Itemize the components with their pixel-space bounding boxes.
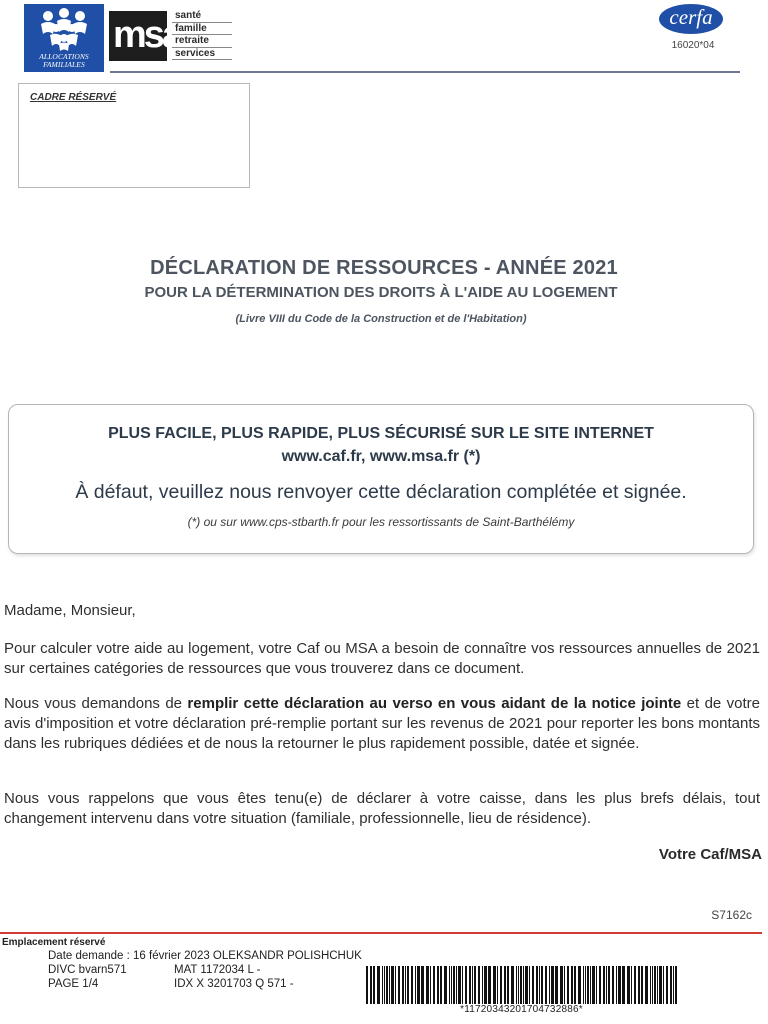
barcode-bar [500,966,502,1004]
barcode-bar [389,966,390,1004]
caf-logo-text: ALLOCATIONS FAMILIALES [39,52,89,69]
barcode-bar [437,966,439,1004]
barcode-bar [532,966,534,1004]
legal-reference: (Livre VIII du Code de la Construction et de l'Habitation) [235,313,527,325]
page-indicator: PAGE 1/4 [48,978,99,990]
barcode-bar [377,966,380,1004]
barcode-bar [529,966,530,1004]
barcode-bar [618,966,621,1004]
barcode-bar [484,966,487,1004]
barcode-bar [587,966,589,1004]
barcode-bar [638,966,640,1004]
barcode-bar [603,966,605,1004]
barcode-bar [458,966,461,1004]
msa-word: famille [172,23,232,36]
barcode-bar [571,966,573,1004]
barcode-bar [465,966,467,1004]
barcode-bar [504,966,506,1004]
barcode-bar [549,966,550,1004]
barcode-bar [415,966,416,1004]
page-title: DÉCLARATION DE RESSOURCES - ANNÉE 2021 [150,257,618,279]
barcode-bar [482,966,483,1004]
barcode-bar [472,966,473,1004]
barcode-bar [590,966,591,1004]
paragraph-3: Nous vous rappelons que vous êtes tenu(e) de déclarer à votre caisse, dans les plus brefs délais, tout changement intervenu dans votre situation (familiale, professionnelle, lieu de résidence). [4,790,760,827]
barcode-bar [606,966,607,1004]
barcode-bar [395,966,396,1004]
barcode-bar [474,966,476,1004]
barcode-bar [525,966,528,1004]
msa-logo-text: msa [113,14,181,56]
barcode-bar [560,966,563,1004]
barcode-bar [417,966,420,1004]
cerfa-number: 16020*04 [671,40,715,51]
reserved-box [18,83,250,188]
barcode-bar [493,966,496,1004]
barcode-bar [599,966,601,1004]
online-notice-box [8,404,754,554]
paragraph-1: Pour calculer votre aide au logement, votre Caf ou MSA a besoin de connaître vos ressources annuelles de 2021 sur certaines catégories de ressources que vous trouverez dans ce document. [4,640,760,677]
barcode-bar [511,966,514,1004]
barcode-bar [670,966,672,1004]
barcode-bar [451,966,452,1004]
divc-code: DIVC bvarn571 [48,964,127,976]
barcode-bar [391,966,394,1004]
cerfa-logo: cerfa [659,4,723,34]
barcode-bar [407,966,409,1004]
barcode-bar [545,966,547,1004]
barcode-bar [654,966,656,1004]
caf-logo [24,4,104,72]
barcode-bar [507,966,509,1004]
barcode-bar [384,966,385,1004]
family-figures-icon [38,8,90,52]
barcode-bar [564,966,565,1004]
barcode-bar [616,966,617,1004]
barcode-bar [631,966,632,1004]
barcode-bar [541,966,543,1004]
barcode-bar [675,966,677,1004]
barcode-bar [608,966,610,1004]
salutation: Madame, Monsieur, [4,602,136,619]
footer-divider [0,932,762,934]
barcode-bar [659,966,662,1004]
barcode-bar [650,966,651,1004]
barcode-bar [657,966,658,1004]
barcode-bar [596,966,597,1004]
barcode-bar [536,966,538,1004]
barcode-bar [673,966,674,1004]
barcode-bar [555,966,558,1004]
reserved-area-label: Emplacement réservé [2,937,106,948]
barcode-bar [421,966,424,1004]
barcode-bar [478,966,480,1004]
barcode-bar [366,966,368,1004]
barcode-bar [641,966,643,1004]
website-links: www.caf.fr, www.msa.fr (*) [281,448,481,465]
barcode-bar [370,966,372,1004]
paragraph-2: Nous vous demandons de remplir cette déclaration au verso en vous aidant de la notice jointe et de votre avis d'imposition et votre déclaration pré-remplie portant sur les revenus de 2021 pour reporter les bons montants dans les rubriques dédiées et de nous la retourner le plus rapidement possible, datée et signée. [4,695,761,752]
barcode-bar [578,966,581,1004]
barcode-bar [426,966,429,1004]
barcode-bar [398,966,400,1004]
barcode-bar [386,966,388,1004]
barcode-bar [666,966,668,1004]
barcode-bar [453,966,455,1004]
barcode-bar [488,966,491,1004]
barcode-bar [652,966,653,1004]
barcode-bar [622,966,625,1004]
barcode-bar [411,966,413,1004]
barcode-bar [402,966,404,1004]
form-code: S7162c [711,908,752,922]
barcode-bar [645,966,648,1004]
page-subtitle: POUR LA DÉTERMINATION DES DROITS À L'AIDE AU LOGEMENT [144,284,618,301]
barcode-number: *11720343201704732886* [460,1004,583,1015]
barcode-bar [469,966,471,1004]
barcode-bar [430,966,431,1004]
barcode [364,966,679,1004]
msa-tagline [172,10,232,60]
msa-word: santé [172,10,232,23]
barcode-bar [440,966,442,1004]
online-headline: PLUS FACILE, PLUS RAPIDE, PLUS SÉCURISÉ SUR LE SITE INTERNET [108,425,654,442]
barcode-bar [592,966,595,1004]
barcode-bar [497,966,498,1004]
barcode-bar [634,966,636,1004]
barcode-bar [449,966,450,1004]
barcode-bar [382,966,383,1004]
msa-logo [109,11,181,61]
barcode-bar [585,966,586,1004]
barcode-bar [462,966,463,1004]
idx-code: IDX X 3201703 Q 571 - [174,978,294,990]
signature: Votre Caf/MSA [658,846,762,863]
paragraph-2-emphasis: remplir cette déclaration au verso en vous aidant de la notice jointe [187,695,682,712]
barcode-bar [583,966,584,1004]
barcode-bar [663,966,664,1004]
fallback-instruction: À défaut, veuillez nous renvoyer cette déclaration complétée et signée. [75,481,687,503]
barcode-bar [627,966,630,1004]
reserved-box-label: CADRE RÉSERVÉ [30,92,117,103]
request-date-line: Date demande : 16 février 2023 OLEKSANDR POLISHCHUK [48,950,362,962]
barcode-bar [523,966,524,1004]
barcode-bar [518,966,519,1004]
barcode-bar [567,966,569,1004]
barcode-bar [574,966,576,1004]
footnote: (*) ou sur www.cps-stbarth.fr pour les ressortissants de Saint-Barthélémy [187,515,575,529]
barcode-bar [433,966,435,1004]
barcode-bar [516,966,517,1004]
barcode-bar [539,966,540,1004]
barcode-bar [444,966,447,1004]
barcode-bar [551,966,554,1004]
msa-word: services [172,48,232,61]
barcode-bar [405,966,406,1004]
barcode-bar [520,966,522,1004]
barcode-bar [373,966,375,1004]
header-divider [110,71,740,73]
msa-word: retraite [172,35,232,48]
barcode-bar [612,966,614,1004]
mat-code: MAT 1172034 L - [174,964,261,976]
barcode-bar [456,966,457,1004]
